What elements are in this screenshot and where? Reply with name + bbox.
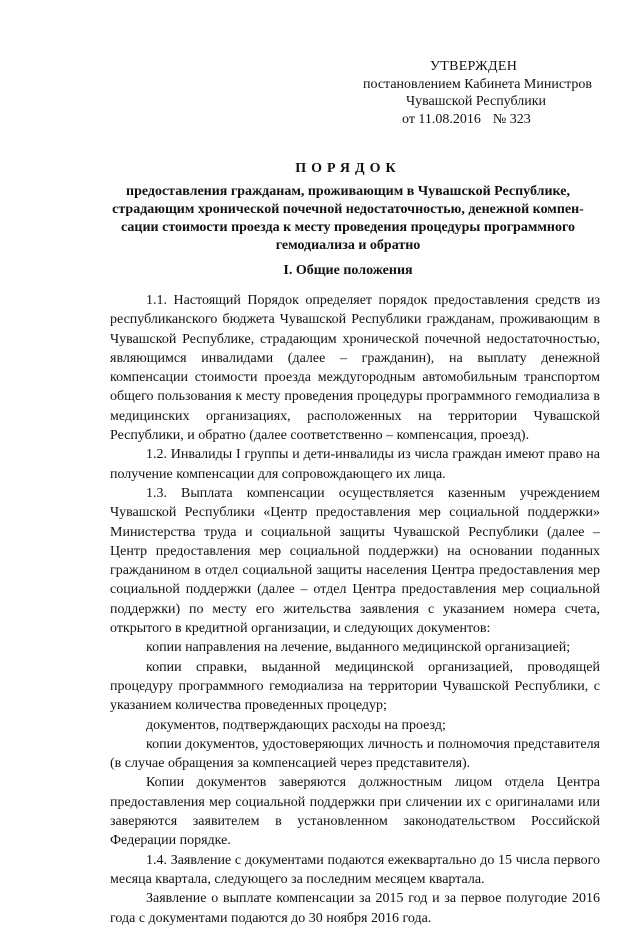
document-subtitle-line: гемодиализа и обратно	[275, 238, 421, 253]
deadline-paragraph: Заявление о выплате компенсации за 2015 год и за первое полугодие 2016 года с документами подаются до 30 ноября 2016 года.	[110, 891, 600, 926]
document-title: ПОРЯДОК	[295, 161, 401, 176]
approval-issuer: постановлением Кабинета Министров	[363, 76, 592, 92]
certification-paragraph: Копии документов заверяются должностным лицом отдела Центра предоставления мер социальной поддержки при сличении их с оригиналами или заверяются заявителем в установленном законодательством Российской Федерации порядке.	[110, 775, 600, 849]
document-subtitle-line: предоставления гражданам, проживающим в Чувашской Республике,	[126, 184, 570, 199]
section-heading: I. Общие положения	[283, 263, 413, 278]
document-list-item: копии документов, удостоверяющих личность и полномочия представителя (в случае обращения за компенсацией через представителя).	[110, 736, 600, 772]
approval-number: № 323	[492, 111, 531, 127]
document-subtitle-line: страдающим хронической почечной недостаточностью, денежной компен-	[112, 202, 584, 217]
paragraph-1-4: 1.4. Заявление с документами подаются ежеквартально до 15 числа первого месяца квартала, следующего за последним месяцем квартала.	[110, 852, 600, 887]
paragraph-1-2: 1.2. Инвалиды I группы и дети-инвалиды из числа граждан имеют право на получение компенсации для сопровождающего их лица.	[110, 447, 600, 482]
approval-date-number	[356, 111, 606, 129]
paragraph-1-3: 1.3. Выплата компенсации осуществляется казенным учреждением Чувашской Республики «Центр предоставления мер социальной поддержки» Министерства труда и социальной защиты Чувашской Республики (далее – Центр предоставления мер социальной поддержки) на основании поданных гражданином в отдел социальной защиты населения Центра предоставления мер социальной поддержки (далее – отдел Центра предоставления мер социальной поддержки) по месту его жительства заявления с указанием номера счета, открытого в кредитной организации, и следующих документов:	[110, 485, 600, 637]
document-subtitle-line: сации стоимости проезда к месту проведения процедуры программного	[121, 220, 575, 235]
document-body	[110, 291, 600, 928]
document-list-item: документов, подтверждающих расходы на проезд;	[146, 717, 446, 733]
approval-heading: УТВЕРЖДЕН	[430, 59, 518, 74]
document-list-item: копии справки, выданной медицинской организацией, проводящей процедуру программного гемодиализа на территории Чувашской Республики, с указанием количества проведенных процедур;	[110, 659, 600, 714]
document-title-block	[96, 160, 600, 255]
approval-stamp	[356, 58, 606, 128]
approval-republic: Чувашской Республики	[406, 94, 547, 109]
paragraph-1-1: 1.1. Настоящий Порядок определяет порядок предоставления средств из республиканского бюджета Чувашской Республики гражданам, проживающим в Чувашской Республике, страдающим хронической почечной недостаточностью, являющимся инвалидами (далее – гражданин), на выплату денежной компенсации стоимости проезда междугородным автомобильным транспортом общего пользования к месту проведения процедуры программного гемодиализа в медицинских организациях, расположенных на территории Чувашской Республики, и обратно (далее соответственно – компенсация, проезд).	[110, 293, 600, 444]
approval-date: от 11.08.2016	[402, 111, 481, 127]
document-list-item: копии направления на лечение, выданного медицинской организацией;	[146, 640, 571, 656]
